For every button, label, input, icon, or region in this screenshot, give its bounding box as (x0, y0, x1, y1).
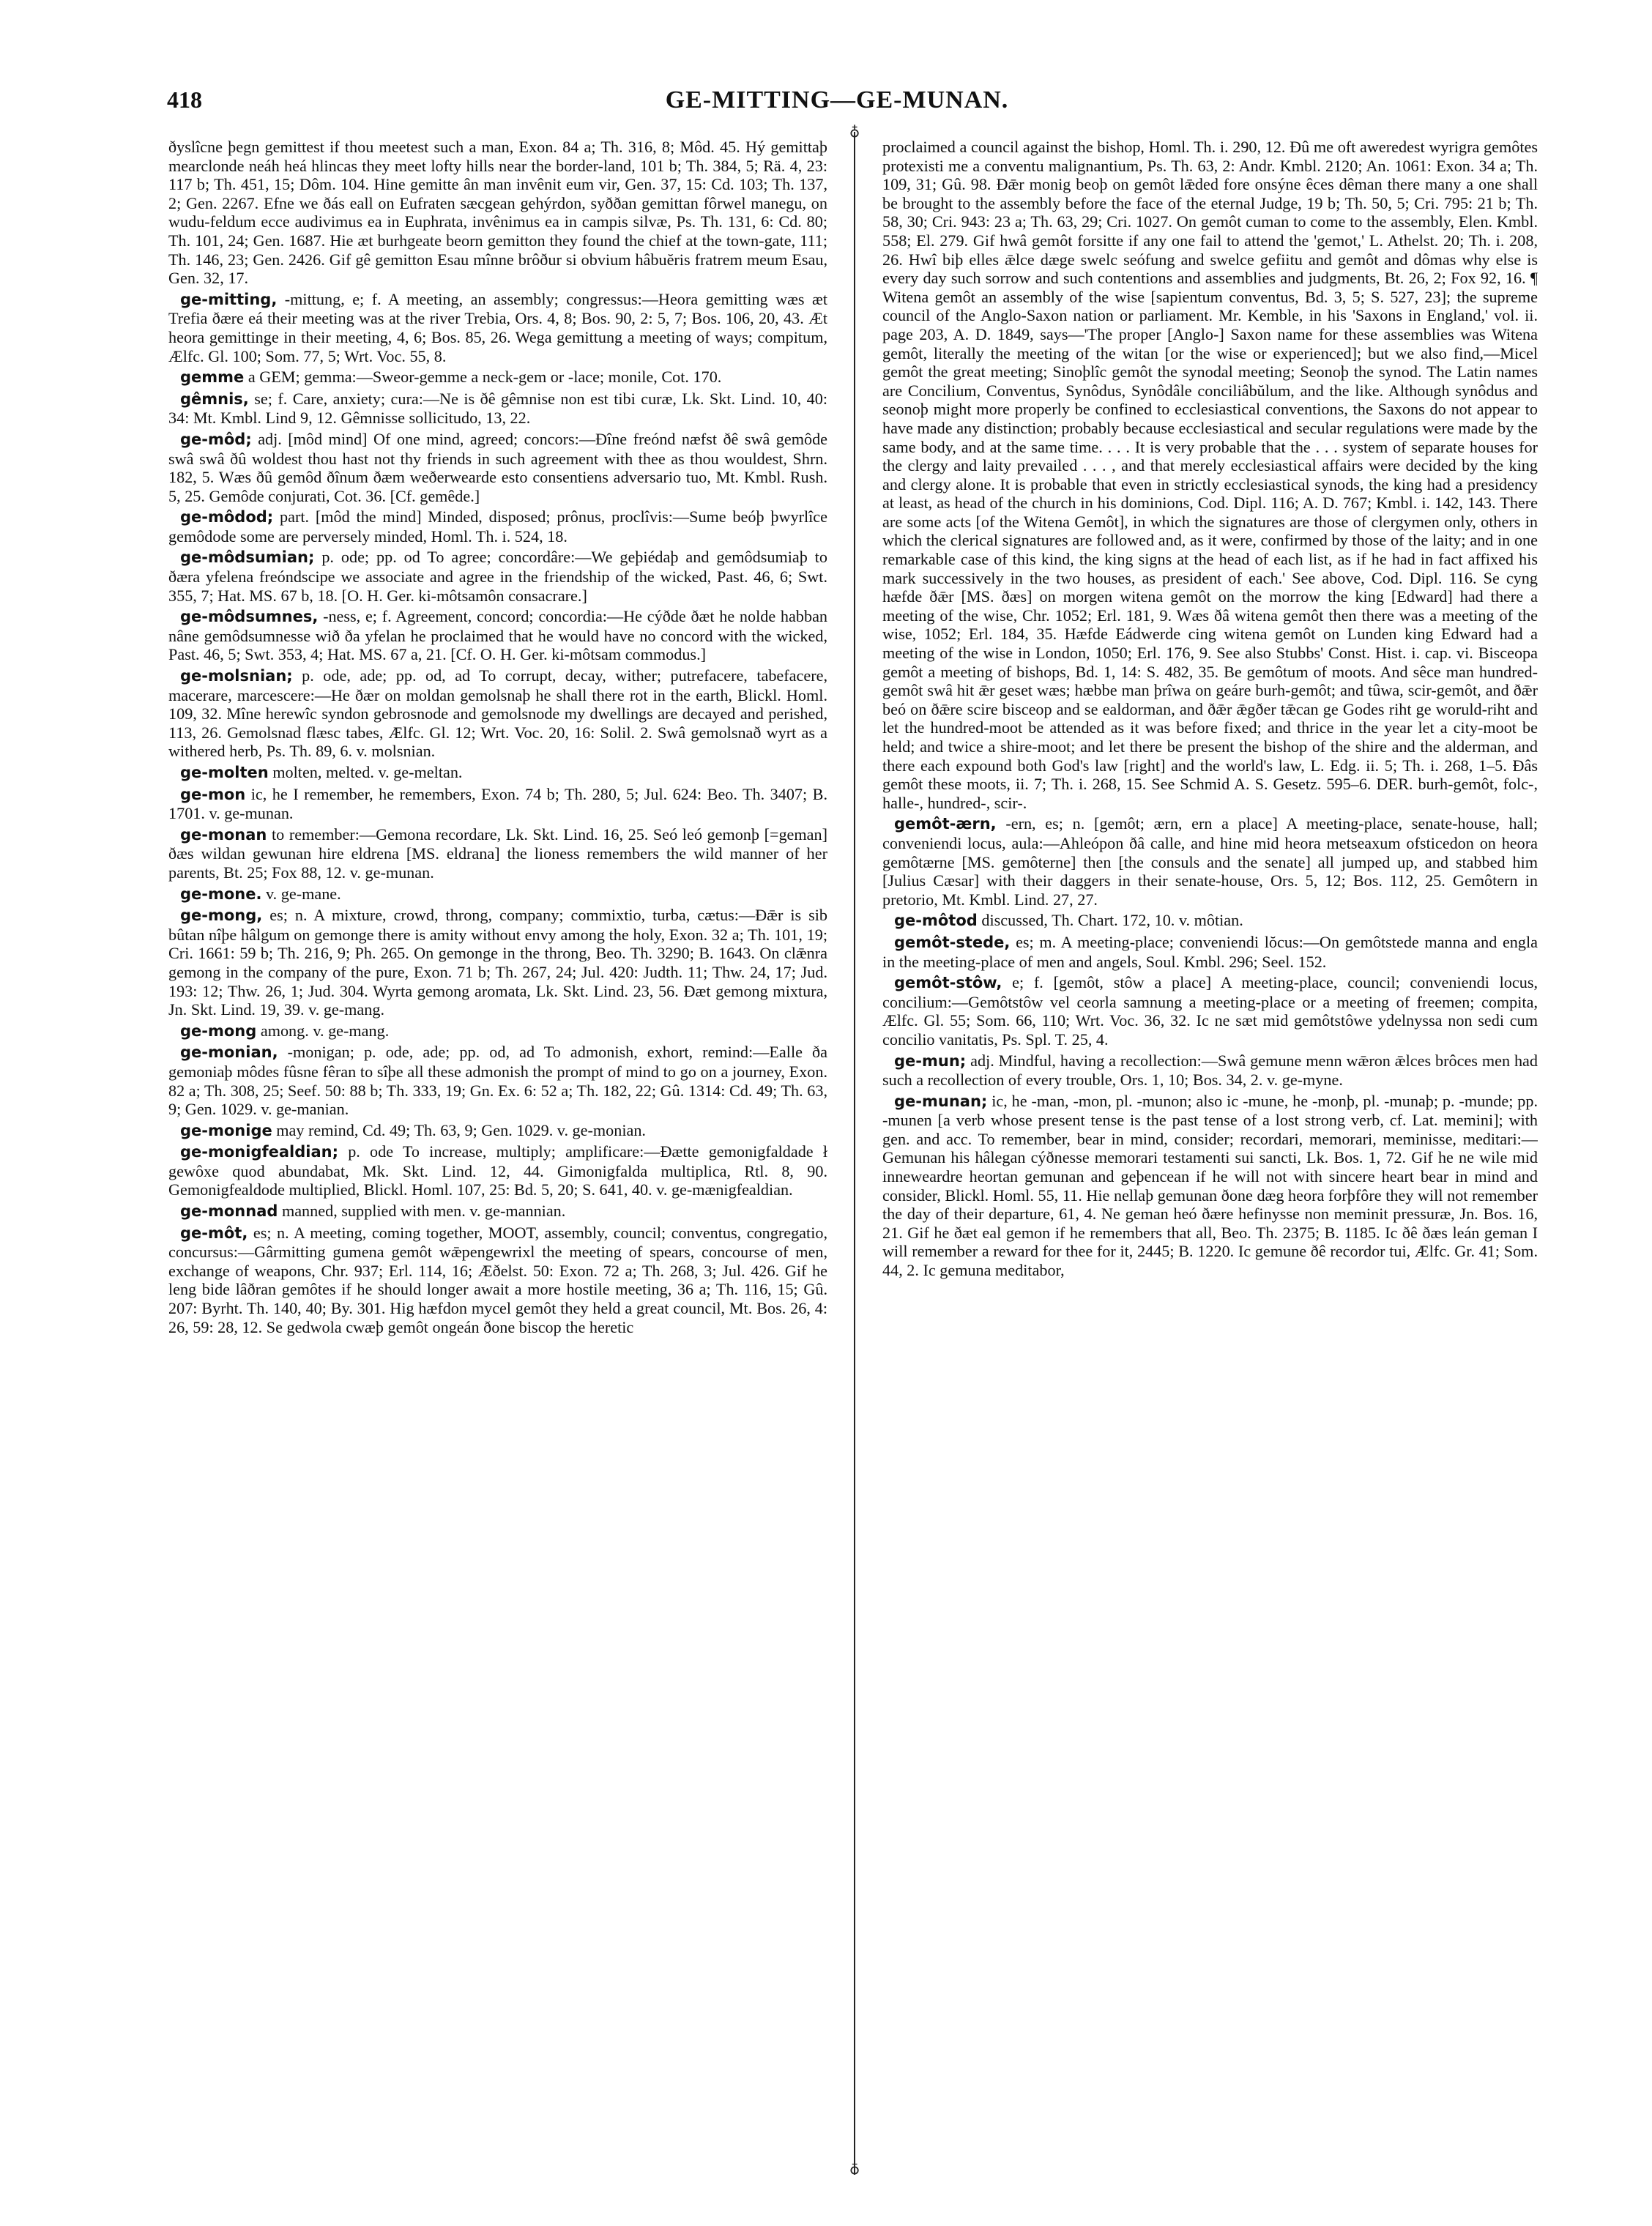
dictionary-entry (168, 885, 827, 904)
entry-text: -ness, e; f. Agreement, concord; concordia:—He cýðde ðæt he nolde habban nâne gemôdsumnesse wið ða yfelan he proclaimed that he would have no concord with the wicked, Past. 46, 5; Swt. 353, 4; Hat. MS. 67 a, 21. [Cf. O. H. Ger. ki-môtsam commodus.] (168, 607, 827, 664)
entry-headword: ge-mone. (180, 885, 262, 903)
entry-headword: ge-monigfealdian; (180, 1143, 338, 1161)
entry-headword: gemme (180, 368, 245, 387)
dictionary-entry (168, 507, 827, 546)
running-title: GE-MITTING—GE-MUNAN. (665, 86, 1009, 113)
dictionary-entry (168, 1142, 827, 1199)
entry-text: p. ode To increase, multiply; amplificare:—Ðætte gemonigfaldade ł gewôxe quod abundabat, Mk. Skt. Lind. 12, 44. Gimonigfalda multiplica, Rtl. 8, 90. Gemonigfealdode multiplied, Blickl. Homl. 107, 25: Bd. 5, 20; S. 641, 40. v. ge-mænigfealdian. (168, 1142, 827, 1199)
dictionary-entry (168, 138, 827, 288)
dictionary-entry (882, 973, 1538, 1049)
dictionary-entry (168, 785, 827, 823)
entry-text: v. ge-mane. (266, 884, 341, 903)
right-column (882, 138, 1538, 2166)
entry-text: es; m. A meeting-place; conveniendi lŏcus:—On gemôtstede manna and engla in the meeting-place of men and angels, Soul. Kmbl. 296; Seel. 152. (882, 932, 1538, 971)
entry-headword: ge-molten (180, 764, 269, 781)
page-header (167, 86, 1507, 124)
entry-headword: ge-molsnian; (180, 667, 293, 685)
ornament-icon: ♁ (849, 123, 860, 139)
dictionary-entry (882, 1051, 1538, 1090)
dictionary-entry (168, 1121, 827, 1141)
entry-headword: gemôt-stede, (894, 933, 1011, 951)
entry-headword: ge-môdsumian; (180, 548, 315, 567)
entry-headword: ge-môtod (894, 912, 978, 930)
dictionary-entry (168, 368, 827, 387)
entry-headword: gêmnis, (180, 390, 249, 408)
dictionary-entry (882, 933, 1538, 971)
entry-text: adj. [môd mind] Of one mind, agreed; concors:—Ðîne freónd næfst ðê swâ gemôde swâ swâ ðû woldest thou hast not thy friends in such agreement with thee as thou wouldest, Shrn. 182, 5. Wæs ðû gemôd ðînum ðæm weðerwearde esto consentiens adversario tuo, Mt. Kmbl. Rush. 5, 25. Gemôde conjurati, Cot. 36. [Cf. gemêde.] (168, 429, 827, 505)
entry-headword: ge-mun; (894, 1051, 967, 1070)
entry-text: se; f. Care, anxiety; cura:—Ne is ðê gêmnise non est tibi curæ, Lk. Skt. Lind. 10, 40: 34: Mt. Kmbl. Lind 9, 12. Gêmnisse sollicitudo, 13, 22. (168, 389, 827, 428)
entry-headword: ge-môt, (180, 1224, 248, 1242)
entry-headword: ge-monnad (180, 1202, 278, 1221)
ornament-icon: ♁ (849, 2160, 860, 2176)
page-number: 418 (167, 86, 202, 113)
entry-headword: ge-monan (180, 825, 267, 844)
entry-text: adj. Mindful, having a recollection:—Swâ gemune menn wǣron ǣlces brôces men had such a recollection of every trouble, Ors. 1, 10; Bos. 34, 2. v. ge-myne. (882, 1051, 1538, 1090)
entry-text: to remember:—Gemona recordare, Lk. Skt. Lind. 16, 25. Seó leó gemonþ [=geman] ðæs wildan gewunan hire eldrena [MS. eldrana] the lioness remembers the wild manner of her parents, Bt. 25; Fox 88, 12. v. ge-munan. (168, 824, 827, 882)
dictionary-entry (882, 911, 1538, 931)
entry-text: ic, he -man, -mon, pl. -munon; also ic -mune, he -monþ, pl. -munaþ; p. -munde; pp. -munen [a verb whose present tense is the past tense of a lost strong verb, cf. Lat. memini]; with gen. and acc. To remember, bear in mind, consider; recordari, memorari, meminisse, meditari:—Gemunan his hâlegan cýðnesse memorari testamenti sui sancti, Lk. Bos. 1, 72. Gif he ne wile mid inneweardre heortan gemunan and geþencean if he will not with sincere heart bear in mind and consider, Blickl. Homl. 55, 11. Hie nellaþ gemunan ðone dæg heora forþfôre they will not remember the day of their departure, 61, 4. Ne geman heó ðære hefinysse non meminit pressuræ, Jn. Bos. 16, 21. Gif he ðæt eal gemon if he remembers that all, Beo. Th. 2375; B. 1185. Ic ðê ðæs leán geman I will remember a reward for thee for it, 2445; B. 1220. Ic gemune ðê recordor tui, Ælfc. Gr. 41; Som. 44, 2. Ic gemuna meditabor, (882, 1091, 1538, 1280)
entry-text: -mittung, e; f. A meeting, an assembly; congressus:—Heora gemitting wæs æt Trefia ðære eá their meeting was at the river Trebia, Ors. 4, 8; Bos. 90, 2: 5, 7; Bos. 106, 20, 43. Æt heora gemittinge in their meeting, 4, 6; Bos. 85, 26. Wega gemittung a meeting of ways; compitum, Ælfc. Gl. 100; Som. 77, 5; Wrt. Voc. 55, 8. (168, 289, 827, 365)
entry-headword: ge-mong, (180, 907, 263, 925)
dictionary-entry (168, 906, 827, 1019)
entry-headword: ge-môdsumnes, (180, 608, 319, 626)
entry-text: part. [môd the mind] Minded, disposed; prônus, proclîvis:—Sume beóþ þwyrlîce gemôdode some are perversely minded, Homl. Th. i. 524, 18. (168, 507, 827, 546)
entry-headword: ge-munan; (894, 1092, 988, 1110)
entry-text: ic, he I remember, he remembers, Exon. 74 b; Th. 280, 5; Jul. 624: Beo. Th. 3407; B. 1701. v. ge-munan. (168, 784, 827, 823)
entry-text: es; n. A meeting, coming together, MOOT, assembly, council; conventus, congregatio, concursus:—Gârmitting gumena gemôt wǣpengewrixl the meeting of spears, concourse of men, exchange of weapons, Chr. 937; Erl. 114, 16; Æðelst. 50: Exon. 72 a; Th. 268, 3; Jul. 426. Gif he leng bide lâðran gemôtes if he should longer await a more hostile meeting, 36 a; Th. 116, 15; Gû. 207: Byrht. Th. 140, 40; By. 301. Hig hæfdon mycel gemôt they held a great council, Mt. Bos. 26, 4: 26, 59: 28, 12. Se gedwola cwæþ gemôt ongeán ðone biscop the heretic (168, 1223, 827, 1336)
entry-headword: ge-mitting, (180, 290, 278, 308)
dictionary-entry (168, 1021, 827, 1041)
dictionary-entry (882, 138, 1538, 812)
entry-text: proclaimed a council against the bishop, Homl. Th. i. 290, 12. Ðû me oft aweredest wyrigra gemôtes protexisti me a conventu malignantium, Ps. Th. 63, 2: Andr. Kmbl. 2120; An. 1061: Exon. 34 a; Th. 109, 31; Gû. 98. Ðǣr monig beoþ on gemôt lǣded fore onsýne êces dêman there many a one shall be brought to the assembly before the face of the eternal Judge, 19 b; Th. 50, 5; Cri. 795: 21 b; Th. 58, 30; Cri. 943: 23 a; Th. 63, 29; Cri. 1027. On gemôt cuman to come to the assembly, Elen. Kmbl. 558; El. 279. Gif hwâ gemôt forsitte if any one fail to attend the 'gemot,' L. Athelst. 20; Th. i. 208, 26. Hwî biþ elles ǣlce dæge swelc seófung and swelce gefiitu and gemôt and dômas why else is every day such sorrow and such contentions and assemblies and judgments, Bt. 26, 2; Fox 92, 16. ¶ Witena gemôt an assembly of the wise [sapientum conventus, Bd. 3, 5; S. 527, 23]; the supreme council of the Anglo-Saxon nation or parliament. Mr. Kemble, in his 'Saxons in England,' vol. ii. page 203, A. D. 1849, says—'The proper [Anglo-] Saxon name for these assemblies was Witena gemôt, literally the meeting of the witan [or the wise or experienced]; but we also find,—Micel gemôt the great meeting; Sinoþlîc gemôt the synodal meeting; Seonoþ the synod. The Latin names are Concilium, Conventus, Synôdus, Synôdâle conciliâbŭlum, and the like. Although synôdus and seonoþ might more properly be confined to ecclesiastical conventions, the Saxons do not appear to have made any distinction; probably because ecclesiastical and secular regulations were made by the same body, and at the same time. . . . It is very probable that the . . . system of separate houses for the clergy and laity prevailed . . . , and that merely ecclesiastical affairs were decided by the king and clergy alone. It is probable that even in strictly ecclesiastical synods, the king had a presidency at least, as head of the church in his dominions, Cod. Dipl. 116; A. D. 767; Kmbl. i. 142, 143. There are some acts [of the Witena Gemôt], in which the signatures are those of clergymen only, others in which the clerical signatures are followed and, as it were, confirmed by those of the laity; and in one remarkable case of this kind, the king signs at the head of each list, as if he had in fact affixed his mark successively in the two houses, as president of each.' See above, Cod. Dipl. 116. Se cyng hæfde ðǣr [MS. ðæs] on morgen witena gemôt on the morrow the king [Edward] had there a meeting of the wise, Chr. 1052; Erl. 181, 9. Wæs ðâ witena gemôt then there was a meeting of the wise, 1052; Erl. 184, 35. Hæfde Eádwerde cing witena gemôt on Lunden king Edward had a meeting of the wise in London, 1050; Erl. 176, 9. See also Stubbs' Const. Hist. i. cap. vi. Bisceopa gemôt a meeting of bishops, Bd. 1, 14: S. 482, 35. Be gemôtum of moots. And sêce man hundred-gemôt swâ hit ǣr geset wæs; hæbbe man þrîwa on geáre burh-gemôt; and tûwa, scir-gemôt, and ðǣr beó on ðǣre scire bisceop and se ealdorman, and ðǣr ǣgðer tǣcan ge Godes riht ge woruld-riht and let the hundred-moot be attended as it was before fixed; and thrice in the year let a city-moot be held; and twice a shire-moot; and let there be present the bishop of the shire and the alderman, and there each expound both God's law [right] and the world's law, L. Edg. ii. 5; Th. i. 268, 1–5. Ðâs gemôt these moots, ii. 7; Th. i. 268, 15. See Schmid A. S. Gesetz. 595–6. DER. burh-gemôt, folc-, halle-, hundred-, scir-. (882, 138, 1538, 812)
dictionary-entry (168, 607, 827, 664)
entry-text: discussed, Th. Chart. 172, 10. v. môtian. (981, 911, 1243, 930)
dictionary-entry (168, 290, 827, 365)
entry-text: a GEM; gemma:—Sweor-gemme a neck-gem or -lace; monile, Cot. 170. (248, 368, 722, 387)
entry-text: among. v. ge-mang. (260, 1021, 390, 1040)
entry-text: p. ode, ade; pp. od, ad To corrupt, decay, wither; putrefacere, tabefacere, macerare, marcescere:—He ðær on moldan gemolsnaþ he shall there rot in the earth, Blickl. Homl. 109, 32. Mîne herewîc syndon gebrosnode and gemolsnode my dwellings are decayed and perished, 113, 26. Gemolsnad flæsc tabes, Ælfc. Gl. 12; Wrt. Voc. 20, 16: Solil. 2. Swâ gemolsnað wyrt as a withered herb, Ps. Th. 89, 6. v. molsnian. (168, 666, 827, 761)
entry-text: p. ode; pp. od To agree; concordâre:—We geþiédaþ and gemôdsumiaþ to ðæra yfelena freóndscipe we associate and agree in the friendship of the wicked, Past. 46, 6; Swt. 355, 7; Hat. MS. 67 b, 18. [O. H. Ger. ki-môtsamôn consacrare.] (168, 548, 827, 605)
entry-text: es; n. A mixture, crowd, throng, company; commixtio, turba, cætus:—Ðǣr is sib bûtan nîþe hâlgum on gemonge there is amity without envy among the holy, Exon. 32 a; Th. 101, 19; Cri. 1661: 59 b; Th. 216, 9; Ph. 265. On gemonge in the throng, Beo. Th. 3290; B. 1643. On clǣnra gemong in the company of the pure, Exon. 71 b; Th. 267, 24; Jul. 420: Judth. 11; Thw. 24, 17; Jud. 193: 12; Thw. 26, 1; Jud. 304. Wyrta gemong aromata, Lk. Skt. Lind. 23, 56. Ðæt gemong mixtura, Jn. Skt. Lind. 19, 39. v. ge-mang. (168, 906, 827, 1019)
entry-headword: ge-mong (180, 1021, 257, 1040)
dictionary-entry (882, 1092, 1538, 1280)
left-column (168, 138, 827, 2166)
dictionary-entry (882, 814, 1538, 909)
entry-text: may remind, Cd. 49; Th. 63, 9; Gen. 1029. v. ge-monian. (276, 1120, 646, 1139)
dictionary-entry (168, 1043, 827, 1118)
dictionary-entry (168, 390, 827, 428)
entry-text: -monigan; p. ode, ade; pp. od, ad To admonish, exhort, remind:—Ealle ða gemoniaþ môdes fûsne fêran to sîþe all these admonish the prompt of mind to go on a journey, Exon. 82 a; Th. 308, 25; Seef. 50: 88 b; Th. 333, 19; Gn. Ex. 6: 52 a; Th. 182, 22; Gû. 1314: Cd. 49; Th. 63, 9; Gen. 1029. v. ge-manian. (168, 1043, 827, 1119)
entry-text: ðyslîcne þegn gemittest if thou meetest such a man, Exon. 84 a; Th. 316, 8; Môd. 45. Hý gemittaþ mearclonde neáh heá hlincas they meet lofty hills near the border-land, 101 b; Th. 384, 5; Rä. 4, 23: 117 b; Th. 451, 15; Dôm. 104. Hine gemitte ân man invênit eum vir, Gen. 37, 15: Cd. 103; Th. 137, 2; Gen. 2267. Efne we ðás eall on Eufraten sæcgean gehýrdon, syððan gemittan fôrwel manegu, on wudu-feldum ecce audivimus ea in Euphrata, invênimus ea in campis silvæ, Ps. Th. 131, 6: Cd. 80; Th. 101, 24; Gen. 1687. Hie æt burhgeate beorn gemitton they found the chief at the town-gate, 111; Th. 146, 23; Gen. 2426. Gif gê gemitton Esau mînne brôður si obvium hâbuĕris fratrem meum Esau, Gen. 32, 17. (168, 138, 827, 288)
dictionary-entry (168, 763, 827, 783)
entry-text: molten, melted. v. ge-meltan. (272, 763, 463, 781)
entry-headword: ge-mon (180, 785, 246, 803)
dictionary-entry (168, 548, 827, 605)
entry-text: manned, supplied with men. v. ge-mannian. (281, 1202, 566, 1221)
dictionary-entry (168, 666, 827, 761)
entry-headword: ge-monige (180, 1121, 272, 1139)
entry-headword: gemôt-ærn, (894, 815, 997, 833)
entry-text: e; f. [gemôt, stôw a place] A meeting-place, council; conveniendi locus, concilium:—Gemôtstôw vel ceorla samnung a meeting-place or a meeting of freemen; compita, Ælfc. Gl. 55; Som. 66, 110; Wrt. Voc. 36, 32. Ic ne sæt mid gemôtstôwe ydelnyssa non sedi cum concilio vanitatis, Ps. Spl. T. 25, 4. (882, 973, 1538, 1049)
entry-headword: ge-môdod; (180, 508, 274, 526)
entry-headword: ge-môd; (180, 430, 252, 448)
dictionary-entry (168, 1224, 827, 1337)
dictionary-entry (168, 430, 827, 505)
dictionary-entry (168, 825, 827, 882)
column-divider (854, 132, 855, 2175)
dictionary-entry (168, 1202, 827, 1221)
entry-headword: gemôt-stôw, (894, 974, 1002, 992)
entry-text: -ern, es; n. [gemôt; ærn, ern a place] A meeting-place, senate-house, hall; conveniendi locus, aula:—Ahleópon ðâ calle, and hine mid heora metseaxum ofsticedon on heora gemôtærne [MS. gemôterne] then [the consuls and the senate] all jumped up, and stabbed him [Julius Cæsar] with their daggers in their senate-house, Ors. 5, 12; Bos. 112, 25. Gemôtern in pretorio, Mt. Kmbl. Lind. 27, 27. (882, 814, 1538, 909)
entry-headword: ge-monian, (180, 1043, 278, 1062)
